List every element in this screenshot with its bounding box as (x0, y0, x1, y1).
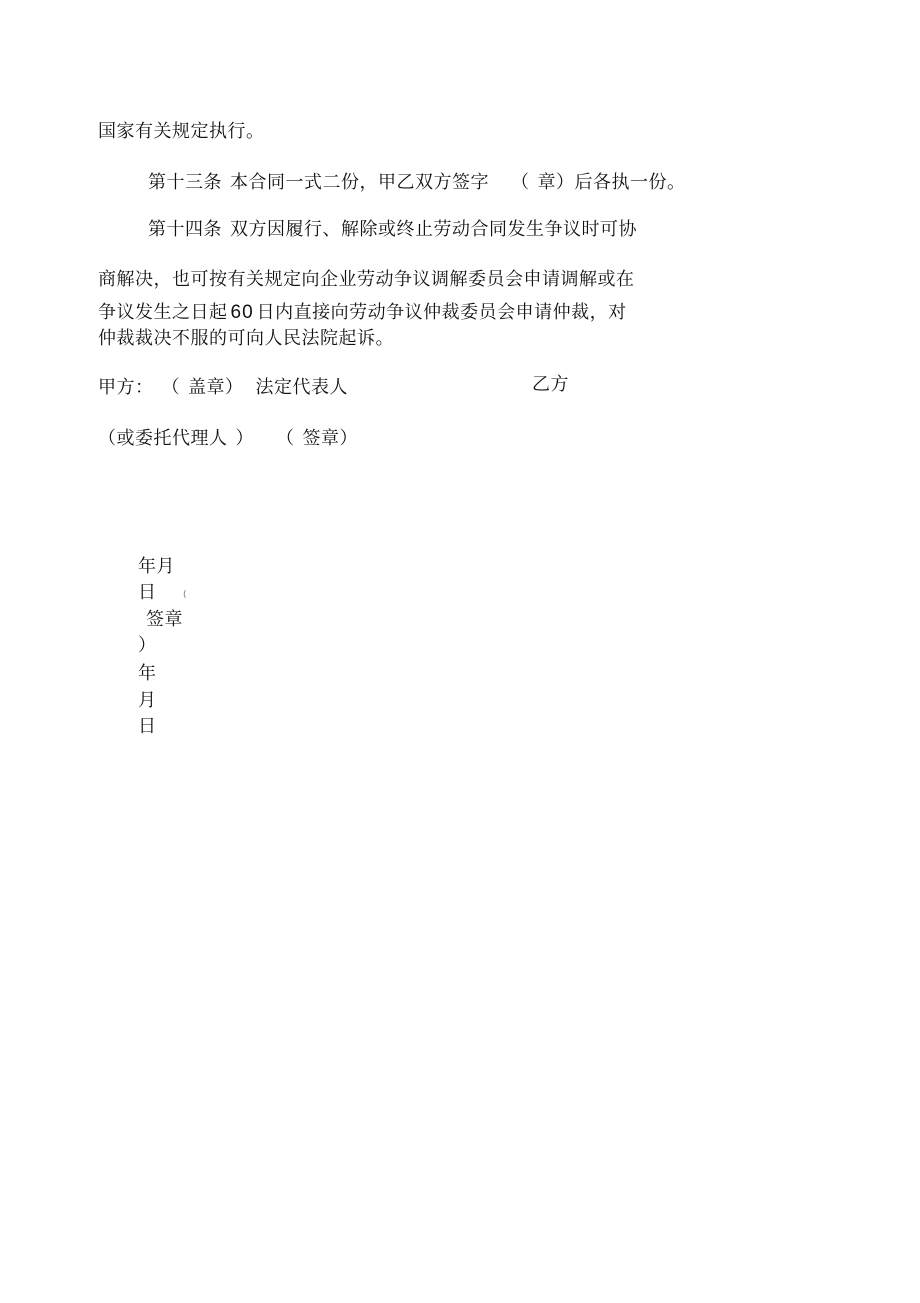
date-day-2 (138, 716, 157, 738)
article-14-line-3 (98, 302, 627, 324)
article-13-paren-open: （ (511, 172, 530, 193)
date-month-text: 月 (138, 690, 157, 711)
date-year-month-text: 年月 (138, 556, 175, 577)
agent-paren-close: ） (235, 428, 254, 449)
party-a-paren-open: （ (161, 377, 180, 398)
clause-continuation (98, 121, 265, 143)
date-sign-label (146, 609, 183, 631)
stray-paren-mark (183, 590, 187, 600)
party-a-signature-line (98, 377, 348, 399)
article-14-line-3-before: 争议发生之日起 (98, 302, 228, 323)
agent-signature-line (98, 428, 358, 450)
stray-paren-mark-text: ( (183, 590, 187, 600)
article-13-label: 第十三条 (148, 172, 222, 193)
date-day-text: 日 (138, 582, 157, 603)
article-14-line-4-text: 仲裁裁决不服的可向人民法院起诉。 (98, 328, 394, 349)
article-14-line-2-text: 商解决，也可按有关规定向企业劳动争议调解委员会申请调解或在 (98, 269, 635, 290)
article-13-text: 本合同一式二份，甲乙双方签字 (230, 172, 489, 193)
article-14-line-2 (98, 269, 635, 291)
legal-representative-label: 法定代表人 (255, 377, 348, 398)
date-year-month (138, 556, 175, 578)
date-paren-close-text: ） (138, 635, 157, 656)
party-b-label (532, 374, 569, 396)
sign-seal-label: 签章） (302, 428, 358, 449)
party-a-label: 甲方： (98, 377, 154, 398)
party-b-label-text: 乙方 (532, 374, 569, 395)
date-day-2-text: 日 (138, 716, 157, 737)
article-14-text: 双方因履行、解除或终止劳动合同发生争议时可协 (230, 219, 637, 240)
date-year (138, 663, 157, 685)
article-13-seal-text: 章）后各执一份。 (537, 172, 686, 193)
date-day (138, 582, 157, 604)
article-14 (148, 219, 637, 241)
dispute-days: 60 (230, 302, 254, 323)
article-14-line-3-after: 日内直接向劳动争议仲裁委员会申请仲裁，对 (256, 302, 627, 323)
date-year-text: 年 (138, 663, 157, 684)
date-sign-label-text: 签章 (146, 609, 183, 630)
date-month (138, 690, 157, 712)
date-paren-close (138, 635, 157, 657)
sign-paren-open: （ (276, 428, 295, 449)
agent-label: （或委托代理人 (98, 428, 228, 449)
party-a-seal: 盖章） (188, 377, 244, 398)
clause-continuation-text: 国家有关规定执行。 (98, 121, 265, 142)
article-14-label: 第十四条 (148, 219, 222, 240)
article-13 (148, 172, 686, 194)
article-14-line-4 (98, 328, 394, 350)
